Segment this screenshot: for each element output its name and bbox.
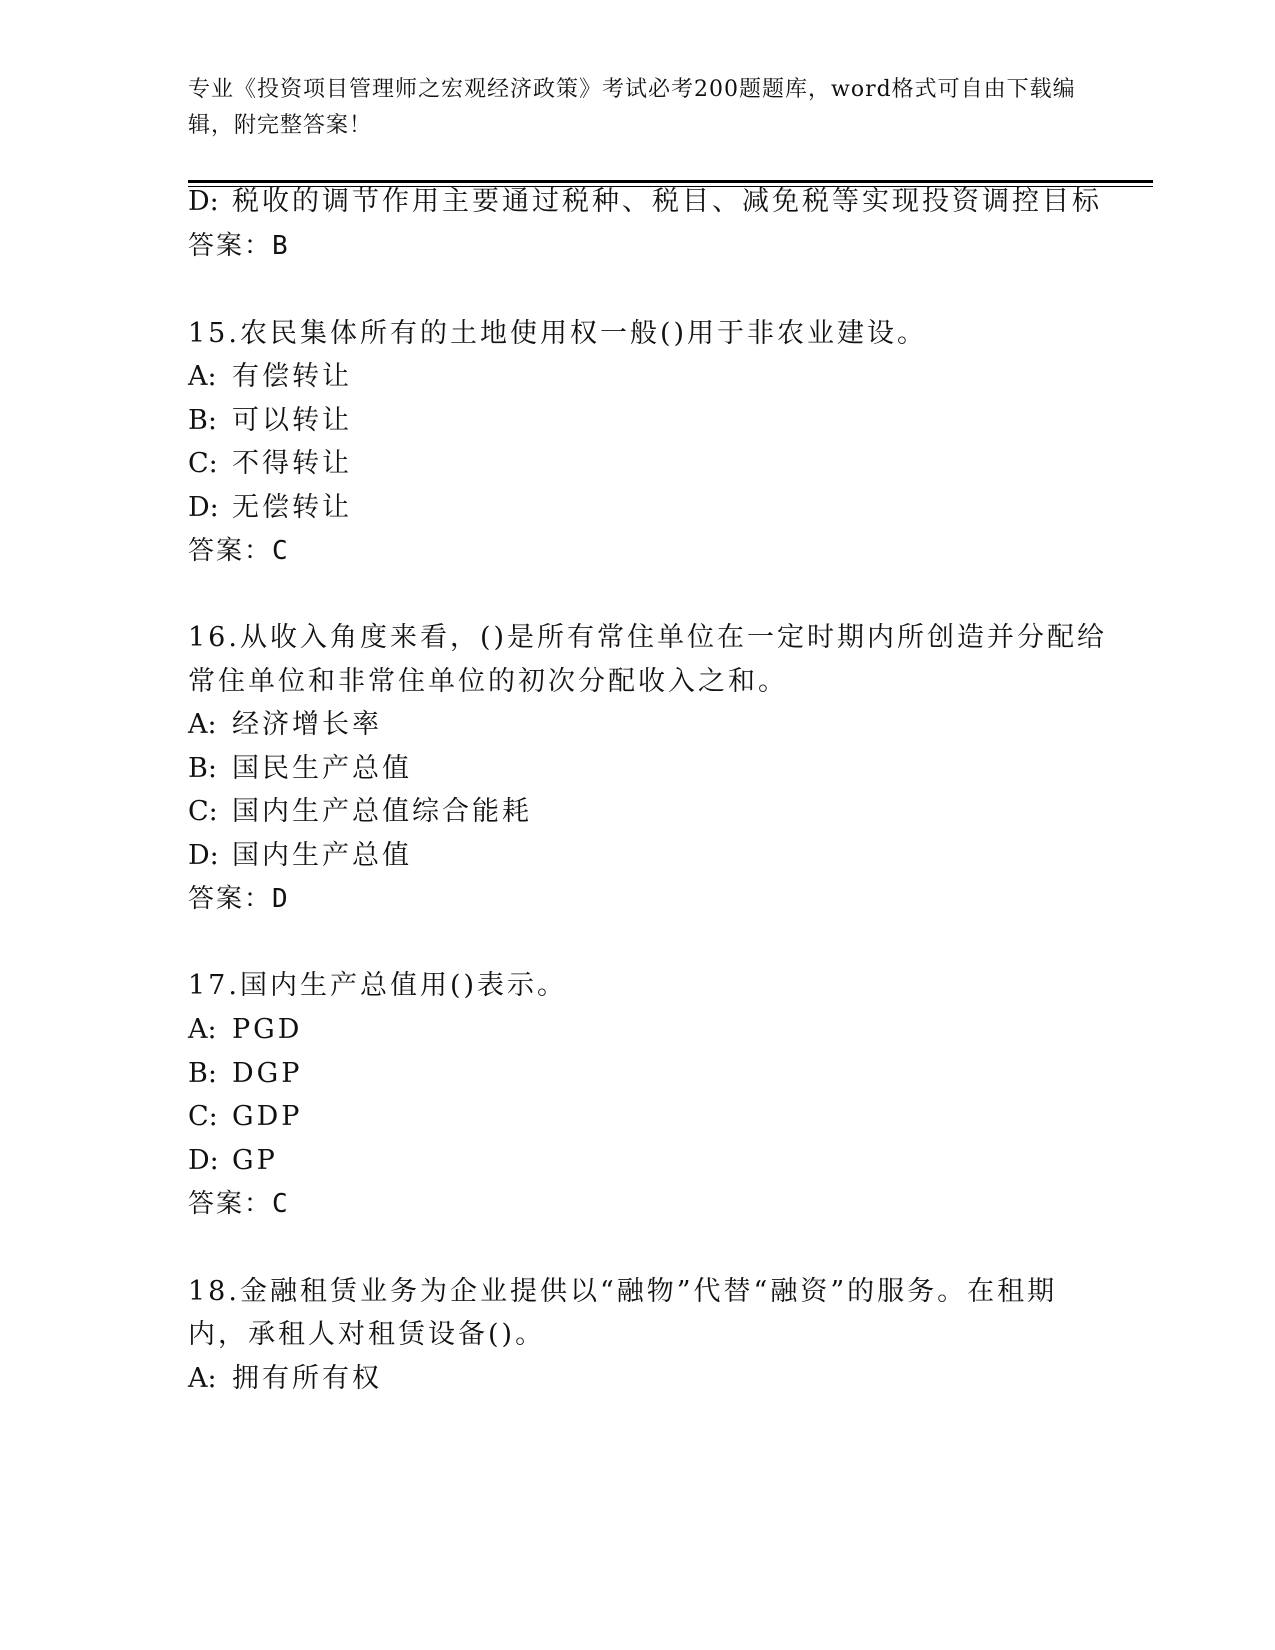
option-text: 无偿转让 bbox=[232, 492, 352, 523]
option-text: 拥有所有权 bbox=[232, 1363, 382, 1394]
question-17-option-d bbox=[188, 1143, 278, 1179]
option-label: D: bbox=[188, 840, 219, 871]
document-header: 专业《投资项目管理师之宏观经济政策》考试必考200题题库，word格式可自由下载编辑，附完整答案！ bbox=[188, 77, 1076, 138]
question-18-option-a bbox=[188, 1361, 382, 1397]
question-16-answer bbox=[188, 881, 290, 917]
answer-value: B bbox=[272, 231, 290, 261]
question-16-text-line-1: 16.从收入角度来看，()是所有常住单位在一定时期内所创造并分配给 bbox=[188, 622, 1108, 653]
question-17-option-a bbox=[188, 1012, 302, 1048]
question-17-option-c bbox=[188, 1099, 302, 1135]
option-label: C: bbox=[188, 796, 218, 827]
answer-value: C bbox=[272, 536, 290, 566]
question-16-text-line-2: 常住单位和非常住单位的初次分配收入之和。 bbox=[188, 666, 788, 697]
option-text: PGD bbox=[232, 1014, 303, 1045]
prev-answer bbox=[188, 228, 290, 264]
option-text: 税收的调节作用主要通过税种、税目、减免税等实现投资调控目标 bbox=[232, 186, 1102, 217]
question-15-option-a bbox=[188, 359, 352, 395]
option-label: D: bbox=[188, 492, 219, 523]
header-rule-thick bbox=[188, 180, 1153, 183]
question-15-answer bbox=[188, 533, 290, 569]
option-text: 可以转让 bbox=[232, 405, 352, 436]
option-label: A: bbox=[188, 1014, 217, 1045]
prev-option-d bbox=[188, 184, 1102, 220]
answer-prefix: 答案： bbox=[188, 884, 273, 914]
answer-prefix: 答案： bbox=[188, 536, 273, 566]
option-label: C: bbox=[188, 448, 218, 479]
question-17-answer bbox=[188, 1186, 290, 1222]
option-text: DGP bbox=[232, 1058, 303, 1089]
option-text: 国民生产总值 bbox=[232, 753, 412, 784]
question-15-text: 15.农民集体所有的土地使用权一般()用于非农业建设。 bbox=[188, 318, 928, 349]
question-16-option-a bbox=[188, 707, 382, 743]
question-17-option-b bbox=[188, 1056, 302, 1092]
question-16-option-c bbox=[188, 794, 532, 830]
option-label: D: bbox=[188, 1145, 219, 1176]
option-text: GP bbox=[232, 1145, 278, 1176]
answer-value: C bbox=[272, 1189, 290, 1219]
option-label: C: bbox=[188, 1101, 218, 1132]
option-text: 国内生产总值 bbox=[232, 840, 412, 871]
option-text: 不得转让 bbox=[232, 448, 352, 479]
answer-value: D bbox=[272, 884, 290, 914]
question-15-option-c bbox=[188, 446, 352, 482]
question-18-text-line-2: 内，承租人对租赁设备()。 bbox=[188, 1319, 546, 1350]
option-label: B: bbox=[188, 1058, 217, 1089]
question-15-option-b bbox=[188, 403, 352, 439]
option-text: 国内生产总值综合能耗 bbox=[232, 796, 532, 827]
option-text: GDP bbox=[232, 1101, 303, 1132]
question-17-text: 17.国内生产总值用()表示。 bbox=[188, 970, 568, 1001]
question-16-option-b bbox=[188, 751, 412, 787]
question-16-option-d bbox=[188, 838, 412, 874]
option-text: 有偿转让 bbox=[232, 361, 352, 392]
option-label: B: bbox=[188, 405, 217, 436]
question-18-text-line-1: 18.金融租赁业务为企业提供以“融物”代替“融资”的服务。在租期 bbox=[188, 1276, 1058, 1307]
option-text: 经济增长率 bbox=[232, 709, 382, 740]
option-label: A: bbox=[188, 1363, 217, 1394]
option-label: A: bbox=[188, 709, 217, 740]
answer-prefix: 答案： bbox=[188, 1189, 273, 1219]
option-label: D: bbox=[188, 186, 219, 217]
question-15-option-d bbox=[188, 490, 352, 526]
answer-prefix: 答案： bbox=[188, 231, 273, 261]
option-label: B: bbox=[188, 753, 217, 784]
option-label: A: bbox=[188, 361, 217, 392]
